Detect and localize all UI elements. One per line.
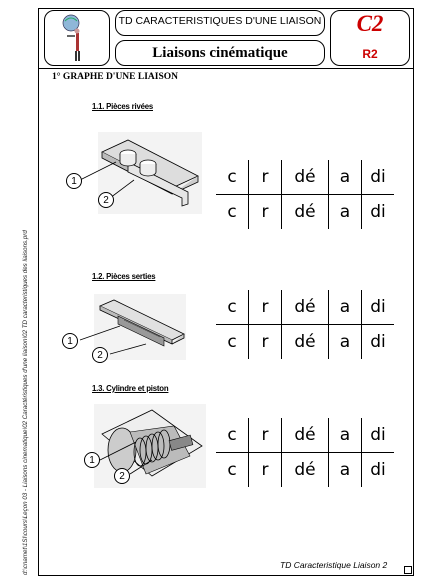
callout-1-cylinder: 1 (84, 452, 100, 468)
cell-a[interactable]: a (329, 453, 362, 488)
page-number: 2 (382, 560, 388, 570)
callout-2-crimped: 2 (92, 347, 108, 363)
logo-box (44, 10, 110, 66)
header-divider (38, 68, 414, 69)
student-figure-icon (45, 11, 109, 65)
footer-title: TD Caracteristique Liaison (280, 560, 381, 570)
page-title: Liaisons cinématique (115, 40, 325, 66)
item-title-riveted: 1.1. Pièces rivées (92, 102, 153, 111)
cell-de[interactable]: dé (282, 290, 329, 325)
revision-code: R2 (362, 47, 378, 61)
table-row (216, 290, 394, 325)
cell-c[interactable]: c (216, 160, 249, 195)
callout-1-crimped: 1 (62, 333, 78, 349)
table-row (216, 418, 394, 453)
document-code-box (330, 10, 410, 66)
cell-di[interactable]: di (362, 160, 395, 195)
cell-r[interactable]: r (249, 453, 282, 488)
document-code: C2 (356, 11, 384, 36)
cell-de[interactable]: dé (282, 418, 329, 453)
callout-1-riveted: 1 (66, 173, 82, 189)
cell-a[interactable]: a (329, 195, 362, 230)
cell-de[interactable]: dé (282, 325, 329, 360)
subtitle-banner: TD CARACTERISTIQUES D'UNE LIAISON (115, 10, 325, 36)
cell-r[interactable]: r (249, 160, 282, 195)
graph-table-cylinder (216, 418, 394, 487)
corner-mark (404, 566, 412, 574)
table-row (216, 453, 394, 488)
cell-r[interactable]: r (249, 418, 282, 453)
callout-2-cylinder: 2 (114, 468, 130, 484)
cell-di[interactable]: di (362, 195, 395, 230)
cell-di[interactable]: di (362, 325, 395, 360)
cell-c[interactable]: c (216, 290, 249, 325)
table-row (216, 160, 394, 195)
footer-label (280, 560, 387, 570)
callout-2-riveted: 2 (98, 192, 114, 208)
cell-a[interactable]: a (329, 325, 362, 360)
cell-di[interactable]: di (362, 290, 395, 325)
cell-r[interactable]: r (249, 290, 282, 325)
cell-di[interactable]: di (362, 418, 395, 453)
cell-a[interactable]: a (329, 160, 362, 195)
item-title-cylinder: 1.3. Cylindre et piston (92, 384, 169, 393)
callout-lines-cylinder (60, 420, 160, 490)
file-path-label: d:\cnamet\1SI\cours\Leçon 03 - Liaisons cinematique\02 Caractéristiques d'une liaison\02 TD caracteristiques des liaisons.prd (22, 230, 29, 575)
graph-table-crimped (216, 290, 394, 359)
table-row (216, 325, 394, 360)
table-row (216, 195, 394, 230)
cell-r[interactable]: r (249, 195, 282, 230)
graph-table-riveted (216, 160, 394, 229)
cell-c[interactable]: c (216, 418, 249, 453)
cell-r[interactable]: r (249, 325, 282, 360)
cell-de[interactable]: dé (282, 195, 329, 230)
section-title: 1° GRAPHE D'UNE LIAISON (52, 72, 178, 82)
cell-de[interactable]: dé (282, 453, 329, 488)
cell-de[interactable]: dé (282, 160, 329, 195)
cell-c[interactable]: c (216, 325, 249, 360)
cell-c[interactable]: c (216, 453, 249, 488)
cell-di[interactable]: di (362, 453, 395, 488)
cell-a[interactable]: a (329, 418, 362, 453)
cell-c[interactable]: c (216, 195, 249, 230)
cell-a[interactable]: a (329, 290, 362, 325)
item-title-crimped: 1.2. Pièces serties (92, 272, 156, 281)
